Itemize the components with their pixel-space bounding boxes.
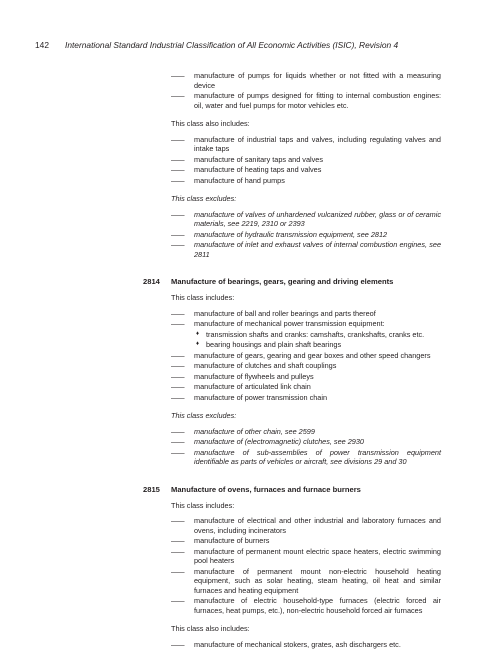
list-item: —— manufacture of sub-assemblies of power transmission equipment identifiable as parts of vehicles or aircraft, see divisions 29 and 30 [171,448,441,467]
excludes-list [171,210,441,260]
list-item: —— manufacture of pumps for liquids whether or not fitted with a measuring device [171,71,441,90]
list-item: —— manufacture of heating taps and valves [171,165,441,175]
class-2815-block [171,501,441,650]
class-code: 2814 [143,277,160,286]
page-content [0,71,495,650]
list-item: —— manufacture of industrial taps and valves, including regulating valves and intake taps [171,135,441,154]
bullet-item: ♦ transmission shafts and cranks: camshafts, crankshafts, cranks etc. [171,330,441,340]
list-item: —— manufacture of ball and roller bearings and parts thereof [171,309,441,319]
list-item: —— manufacture of (electromagnetic) clutches, see 2930 [171,437,441,447]
list-item: —— manufacture of hand pumps [171,176,441,186]
list-item: —— manufacture of gears, gearing and gear boxes and other speed changers [171,351,441,361]
list-item: —— manufacture of electrical and other industrial and laboratory furnaces and ovens, including incinerators [171,516,441,535]
list-item: —— manufacture of clutches and shaft couplings [171,361,441,371]
includes-heading: This class includes: [171,500,235,510]
excludes-heading: This class excludes: [171,194,237,203]
class-2814-block [171,293,441,467]
list-item: —— manufacture of other chain, see 2599 [171,427,441,437]
list-item: —— manufacture of articulated link chain [171,382,441,392]
page-header [35,40,455,50]
class-title: Manufacture of ovens, furnaces and furnace burners [171,484,361,494]
page-number: 142 [35,40,49,50]
running-title: International Standard Industrial Classification of All Economic Activities (ISIC), Revision 4 [65,40,399,50]
list-item: —— manufacture of power transmission chain [171,393,441,403]
list-item: —— manufacture of permanent mount electric space heaters, electric swimming pool heaters [171,547,441,566]
list-item: —— manufacture of permanent mount non-electric household heating equipment, such as solar heating, steam heating, oil heat and similar furnaces and heating equipment [171,567,441,596]
list-item: —— manufacture of mechanical power transmission equipment: [171,319,441,329]
list-item: —— manufacture of hydraulic transmission equipment, see 2812 [171,230,441,240]
list-item: —— manufacture of flywheels and pulleys [171,372,441,382]
class-code: 2815 [143,484,160,494]
list-item: —— manufacture of burners [171,536,441,546]
list-item: —— manufacture of mechanical stokers, grates, ash dischargers etc. [171,640,441,650]
bullet-item: ♦ bearing housings and plain shaft bearings [171,340,441,350]
list-item: —— manufacture of inlet and exhaust valves of internal combustion engines, see 2811 [171,240,441,259]
includes-heading: This class includes: [171,293,235,302]
excludes-heading: This class excludes: [171,411,237,420]
list-item: —— manufacture of electric household-type furnaces (electric forced air furnaces, heat pumps, etc.), non-electric household forced air furnaces [171,596,441,615]
list-item: —— manufacture of pumps designed for fitting to internal combustion engines: oil, water and fuel pumps for motor vehicles etc. [171,91,441,110]
excludes-list [171,427,441,467]
list-item: —— manufacture of sanitary taps and valves [171,155,441,165]
continuation-block [171,71,441,259]
also-includes-heading: This class also includes: [171,119,250,128]
class-title: Manufacture of bearings, gears, gearing and driving elements [171,277,394,286]
class-heading-2814 [0,277,495,287]
class-heading-2815 [0,485,495,495]
list-item: —— manufacture of valves of unhardened vulcanized rubber, glass or of ceramic materials, see 2219, 2310 or 2393 [171,210,441,229]
also-includes-heading: This class also includes: [171,624,250,633]
